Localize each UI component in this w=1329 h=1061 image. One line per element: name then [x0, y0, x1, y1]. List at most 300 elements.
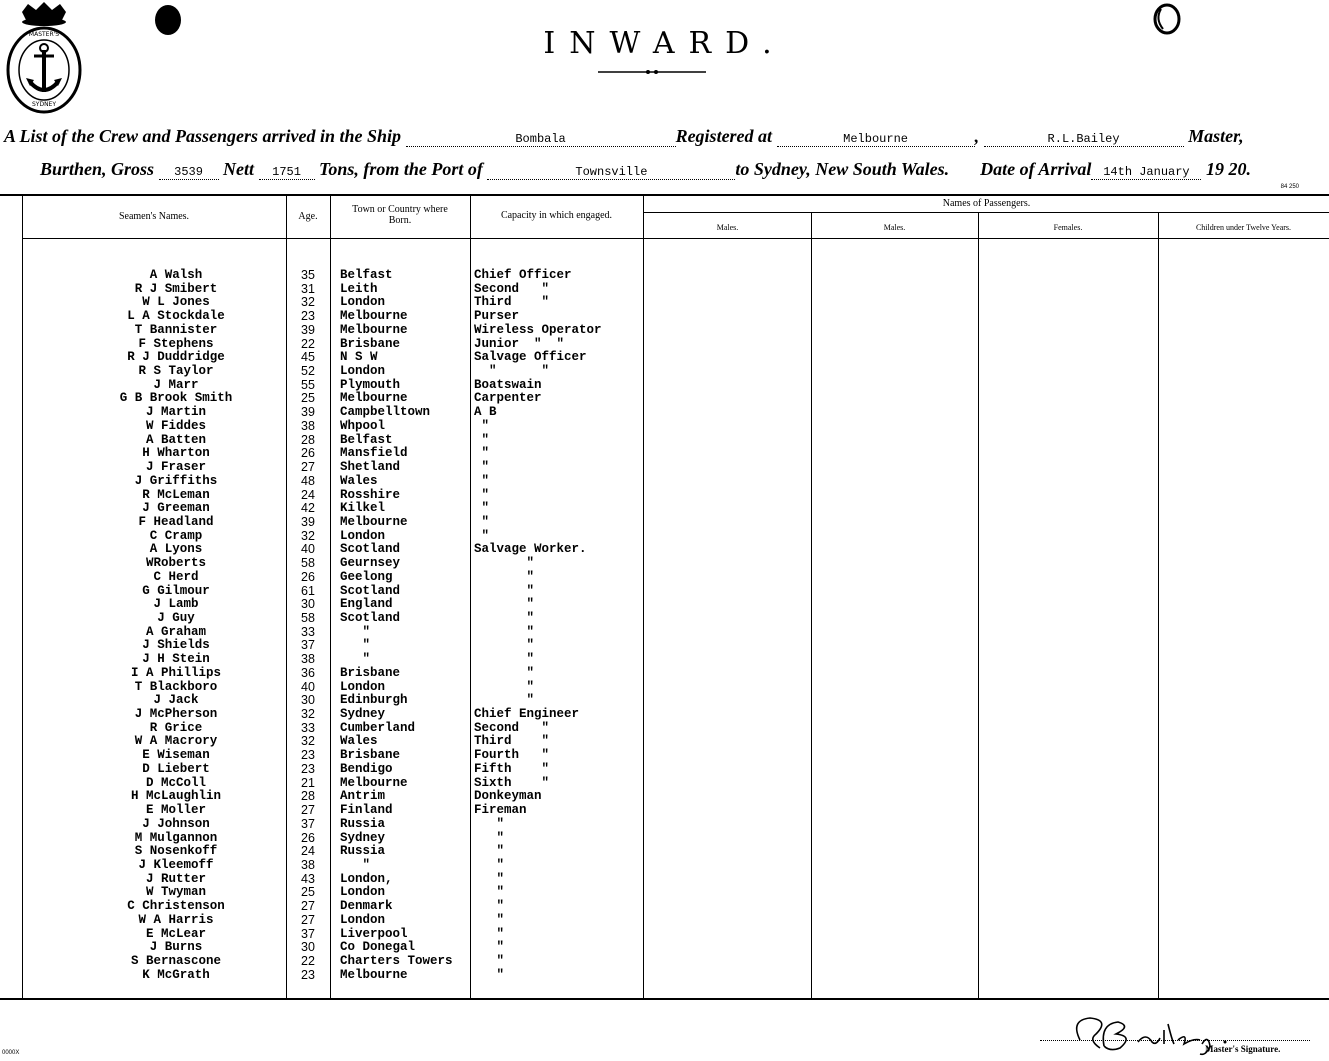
crew-birthplace: London [340, 885, 386, 900]
corner-mark: 0000X [2, 1050, 20, 1056]
registered-port-field: Melbourne [777, 132, 975, 147]
master-label: Master, [1188, 126, 1244, 146]
crew-birthplace: Melbourne [340, 775, 408, 790]
crew-birthplace: Scotland [340, 542, 401, 557]
crew-capacity: " [474, 446, 490, 461]
crew-capacity: Fireman [474, 803, 527, 818]
year-suffix: 20. [1228, 159, 1251, 179]
crew-row [0, 323, 1329, 337]
crew-age: 37 [301, 638, 315, 653]
crew-row [0, 666, 1329, 680]
crew-name: W A Harris [138, 912, 214, 927]
crew-name: T Blackboro [134, 679, 218, 694]
crew-capacity: Junior " " [474, 336, 565, 351]
registered-label: Registered at [675, 126, 773, 146]
header-line-2 [40, 159, 1251, 180]
document-title: INWARD. [543, 26, 786, 61]
crew-age: 21 [301, 775, 315, 790]
crew-row [0, 556, 1329, 570]
table-bottom-rule [0, 998, 1329, 1000]
crew-name: R Grice [149, 720, 203, 735]
crew-birthplace: Rosshire [340, 487, 401, 502]
crew-row [0, 515, 1329, 529]
crew-birthplace: Wales [340, 734, 378, 749]
crew-row [0, 364, 1329, 378]
crew-row [0, 542, 1329, 556]
crew-birthplace: Melbourne [340, 309, 408, 324]
crew-age: 25 [301, 885, 315, 900]
crew-birthplace: Melbourne [340, 322, 408, 337]
crew-age: 27 [301, 460, 315, 475]
crew-age: 48 [301, 473, 315, 488]
crew-birthplace: Sydney [340, 707, 386, 722]
crew-row [0, 817, 1329, 831]
crew-name: J Martin [145, 405, 206, 420]
form-number: 84 250 [1280, 184, 1299, 190]
crew-birthplace: Geurnsey [340, 556, 401, 571]
crew-row [0, 501, 1329, 515]
crew-birthplace: Shetland [340, 460, 401, 475]
crew-birthplace: Belfast [340, 432, 393, 447]
crew-capacity: " " [474, 364, 550, 379]
crew-row [0, 529, 1329, 543]
header-list-label: A List of the Crew and Passengers arrived in the Ship [4, 126, 402, 146]
crew-birthplace: Kilkel [340, 501, 386, 516]
crew-birthplace: Brisbane [340, 336, 401, 351]
crew-capacity: " [474, 597, 535, 612]
header-bottom-rule [22, 238, 1329, 239]
crew-age: 30 [301, 693, 315, 708]
crew-age: 32 [301, 528, 315, 543]
crew-capacity: Sixth " [474, 775, 550, 790]
crew-capacity: " [474, 473, 490, 488]
crew-birthplace: Melbourne [340, 967, 408, 982]
crew-row [0, 968, 1329, 982]
crew-age: 28 [301, 432, 315, 447]
crew-birthplace: N S W [340, 350, 378, 365]
crew-name: J McPherson [134, 707, 218, 722]
crew-row [0, 378, 1329, 392]
crew-row [0, 721, 1329, 735]
crew-row [0, 446, 1329, 460]
crew-age: 38 [301, 857, 315, 872]
crew-row [0, 693, 1329, 707]
gross-tonnage-field: 3539 [159, 165, 219, 180]
crew-row [0, 885, 1329, 899]
crew-birthplace: Belfast [340, 268, 393, 282]
crew-birthplace: London [340, 912, 386, 927]
crew-name: R J Duddridge [127, 350, 225, 365]
arrival-date-field: 14th January [1091, 165, 1201, 180]
col-header-children: Children under Twelve Years. [1195, 223, 1292, 232]
crew-capacity: " [474, 816, 505, 831]
crew-row [0, 707, 1329, 721]
crew-capacity: " [474, 899, 505, 914]
crew-birthplace: London [340, 679, 386, 694]
crew-capacity: " [474, 885, 505, 900]
crew-age: 27 [301, 899, 315, 914]
crew-age: 30 [301, 597, 315, 612]
crew-name: A Graham [145, 624, 206, 639]
crew-birthplace: Cumberland [340, 720, 416, 735]
destination-label: to Sydney, New South Wales. [735, 159, 950, 179]
crew-age: 39 [301, 322, 315, 337]
crew-name: J Greeman [142, 501, 210, 516]
crew-row [0, 611, 1329, 625]
crew-row [0, 638, 1329, 652]
crew-age: 61 [301, 583, 315, 598]
crew-birthplace: Bendigo [340, 761, 393, 776]
crew-row [0, 460, 1329, 474]
crew-row [0, 350, 1329, 364]
crew-row [0, 570, 1329, 584]
crew-age: 39 [301, 514, 315, 529]
col-header-males-2: Males. [883, 223, 906, 232]
crew-capacity: Third " [474, 295, 550, 310]
crew-birthplace: Russia [340, 844, 386, 859]
crew-row [0, 954, 1329, 968]
crew-row [0, 419, 1329, 433]
crew-birthplace: Geelong [340, 569, 393, 584]
crew-row [0, 433, 1329, 447]
crew-birthplace: Charters Towers [340, 954, 453, 968]
crew-birthplace: Edinburgh [340, 693, 408, 708]
comma: , [974, 126, 980, 146]
crew-row [0, 913, 1329, 927]
col-header-age: Age. [298, 211, 318, 222]
crew-age: 37 [301, 926, 315, 941]
crew-row [0, 762, 1329, 776]
crew-birthplace: Whpool [340, 418, 386, 433]
crew-name: F Headland [138, 514, 214, 529]
crew-age: 33 [301, 624, 315, 639]
crew-row [0, 268, 1329, 282]
crew-name: W A Macrory [134, 734, 218, 749]
crew-name: J Fraser [145, 460, 206, 475]
crew-row [0, 872, 1329, 886]
crew-name: A Batten [145, 432, 206, 447]
col-header-passengers: Names of Passengers. [942, 198, 1031, 209]
master-name-field: R.L.Bailey [984, 132, 1184, 147]
crew-row [0, 337, 1329, 351]
crew-name: J Kleemoff [138, 857, 214, 872]
year-prefix: 19 [1205, 159, 1224, 179]
crew-row [0, 652, 1329, 666]
crew-birthplace: Liverpool [340, 926, 408, 941]
crew-name: J Shields [142, 638, 210, 653]
crew-name: J Burns [149, 940, 203, 955]
crew-age: 30 [301, 940, 315, 955]
crew-name: J Marr [153, 377, 199, 392]
crew-row [0, 927, 1329, 941]
crew-row [0, 405, 1329, 419]
crew-birthplace: " [340, 624, 371, 639]
crew-name: S Nosenkoff [134, 844, 218, 859]
crew-capacity: " [474, 638, 535, 653]
crew-row [0, 295, 1329, 309]
crew-age: 27 [301, 803, 315, 818]
crew-name: J Guy [157, 611, 195, 625]
crew-name: L A Stockdale [127, 309, 225, 324]
crew-row [0, 734, 1329, 748]
crew-capacity: Chief Officer [474, 268, 572, 282]
crew-age: 38 [301, 418, 315, 433]
crew-capacity: " [474, 487, 490, 502]
col-header-capacity: Capacity in which engaged. [500, 210, 613, 221]
crew-birthplace: Brisbane [340, 665, 401, 680]
crew-age: 52 [301, 364, 315, 379]
crew-birthplace: Finland [340, 803, 393, 818]
crew-capacity: Boatswain [474, 377, 542, 392]
svg-text:SYDNEY: SYDNEY [31, 101, 57, 108]
crew-name: R McLeman [142, 487, 210, 502]
crew-birthplace: Campbelltown [340, 405, 431, 420]
col-header-name: Seamen's Names. [118, 211, 190, 222]
crew-name: D Liebert [142, 761, 210, 776]
crew-age: 23 [301, 761, 315, 776]
crew-age: 28 [301, 789, 315, 804]
crew-capacity: " [474, 693, 535, 708]
crew-row [0, 625, 1329, 639]
crew-name: F Stephens [138, 336, 214, 351]
crew-capacity: " [474, 528, 490, 543]
crew-capacity: Third " [474, 734, 550, 749]
crew-birthplace: " [340, 638, 371, 653]
crew-age: 32 [301, 734, 315, 749]
crew-birthplace: Mansfield [340, 446, 408, 461]
crew-name: WRoberts [145, 556, 206, 571]
passengers-sub-rule [644, 212, 1329, 213]
crew-age: 25 [301, 391, 315, 406]
crew-name: W L Jones [142, 295, 210, 310]
crew-age: 39 [301, 405, 315, 420]
crew-age: 22 [301, 336, 315, 351]
crew-age: 38 [301, 652, 315, 667]
crew-row [0, 488, 1329, 502]
crew-birthplace: London [340, 295, 386, 310]
signature-line [1040, 1040, 1310, 1042]
crew-capacity: " [474, 501, 490, 516]
crew-name: E McLear [145, 926, 206, 941]
crew-capacity: " [474, 871, 505, 886]
crew-row [0, 584, 1329, 598]
crew-birthplace: London, [340, 871, 393, 886]
crew-age: 36 [301, 665, 315, 680]
crew-age: 24 [301, 844, 315, 859]
crew-capacity: " [474, 844, 505, 859]
crew-row [0, 597, 1329, 611]
crew-name: J Jack [153, 693, 199, 708]
crew-name: K McGrath [142, 967, 210, 982]
crew-name: T Bannister [134, 322, 218, 337]
crew-birthplace: Sydney [340, 830, 386, 845]
crew-age: 40 [301, 542, 315, 557]
title-ornament [598, 69, 706, 75]
crew-age: 58 [301, 556, 315, 571]
crew-capacity: Fourth " [474, 748, 550, 763]
crew-age: 42 [301, 501, 315, 516]
crew-age: 26 [301, 830, 315, 845]
crew-age: 55 [301, 377, 315, 392]
crew-capacity: Salvage Officer [474, 350, 587, 365]
crew-name: R S Taylor [138, 364, 214, 379]
crew-name: J Griffiths [134, 473, 218, 488]
crew-birthplace: Brisbane [340, 748, 401, 763]
crew-capacity: Second " [474, 720, 550, 735]
crew-age: 31 [301, 281, 315, 296]
crew-capacity: " [474, 679, 535, 694]
crew-name: W Twyman [145, 885, 206, 900]
crew-row [0, 831, 1329, 845]
crew-age: 35 [301, 268, 315, 282]
crew-row [0, 940, 1329, 954]
ship-name-field: Bombala [406, 132, 676, 147]
crew-capacity: " [474, 583, 535, 598]
crew-name: E Moller [145, 803, 206, 818]
crew-age: 40 [301, 679, 315, 694]
crew-name: C Cramp [149, 528, 203, 543]
table-top-rule [0, 194, 1329, 196]
svg-text:MASTER'S: MASTER'S [28, 31, 60, 38]
crew-birthplace: London [340, 364, 386, 379]
crew-name: J H Stein [142, 652, 210, 667]
crew-name: A Lyons [149, 542, 203, 557]
crew-name: G B Brook Smith [119, 391, 233, 406]
crew-row [0, 844, 1329, 858]
crew-name: M Mulgannon [134, 830, 218, 845]
crew-capacity: " [474, 967, 505, 982]
header-line-1 [4, 126, 1244, 147]
crew-row [0, 391, 1329, 405]
crew-row [0, 803, 1329, 817]
crew-age: 45 [301, 350, 315, 365]
crew-age: 33 [301, 720, 315, 735]
crew-capacity: Fifth " [474, 761, 550, 776]
crew-capacity: " [474, 418, 490, 433]
crew-capacity: " [474, 857, 505, 872]
crew-age: 32 [301, 707, 315, 722]
crew-name: H McLaughlin [130, 789, 221, 804]
crew-name: J Rutter [145, 871, 206, 886]
crew-capacity: " [474, 652, 535, 667]
crew-row [0, 309, 1329, 323]
crew-name: H Wharton [142, 446, 210, 461]
crew-name: C Herd [153, 569, 199, 584]
crew-capacity: " [474, 556, 535, 571]
crew-age: 32 [301, 295, 315, 310]
crew-age: 23 [301, 967, 315, 982]
crew-row [0, 776, 1329, 790]
crew-birthplace: " [340, 652, 371, 667]
crew-age: 22 [301, 954, 315, 968]
crew-capacity: " [474, 830, 505, 845]
crew-age: 58 [301, 611, 315, 625]
crew-age: 24 [301, 487, 315, 502]
crew-capacity: Donkeyman [474, 789, 542, 804]
crew-age: 43 [301, 871, 315, 886]
crew-capacity: Salvage Worker. [474, 542, 587, 557]
arrival-label: Date of Arrival [980, 159, 1092, 179]
crew-capacity: " [474, 940, 505, 955]
crew-age: 27 [301, 912, 315, 927]
crew-birthplace: Scotland [340, 583, 401, 598]
col-header-females: Females. [1053, 223, 1083, 232]
crew-name: J Johnson [142, 816, 210, 831]
crew-birthplace: Leith [340, 281, 378, 296]
crew-row [0, 789, 1329, 803]
crew-capacity: " [474, 514, 490, 529]
crew-age: 26 [301, 569, 315, 584]
crew-row [0, 899, 1329, 913]
crew-birthplace: Antrim [340, 789, 386, 804]
crew-name: S Bernascone [130, 954, 221, 968]
crew-birthplace: Plymouth [340, 377, 401, 392]
crew-capacity: " [474, 926, 505, 941]
crew-age: 26 [301, 446, 315, 461]
crew-capacity: Chief Engineer [474, 707, 580, 722]
crew-capacity: Carpenter [474, 391, 542, 406]
crew-birthplace: Denmark [340, 899, 393, 914]
crew-birthplace: Scotland [340, 611, 401, 625]
signature-label: Master's Signature. [1205, 1044, 1281, 1054]
crew-capacity: " [474, 954, 505, 968]
crew-capacity: " [474, 611, 535, 625]
crew-birthplace: Russia [340, 816, 386, 831]
crew-name: W Fiddes [145, 418, 206, 433]
crew-birthplace: Wales [340, 473, 378, 488]
burthen-label: Burthen, Gross [40, 159, 155, 179]
crew-capacity: Second " [474, 281, 550, 296]
crew-capacity: Purser [474, 309, 520, 324]
crew-birthplace: England [340, 597, 393, 612]
crew-name: J Lamb [153, 597, 199, 612]
crew-capacity: A B [474, 405, 497, 420]
crew-capacity: " [474, 432, 490, 447]
crew-capacity: " [474, 460, 490, 475]
crew-name: R J Smibert [134, 281, 218, 296]
crew-birthplace: " [340, 857, 371, 872]
crew-birthplace: London [340, 528, 386, 543]
crew-birthplace: Melbourne [340, 514, 408, 529]
port-field: Townsville [487, 165, 735, 180]
crew-name: C Christenson [127, 899, 225, 914]
crew-row [0, 474, 1329, 488]
crew-capacity: " [474, 912, 505, 927]
crew-age: 23 [301, 748, 315, 763]
crew-age: 37 [301, 816, 315, 831]
crew-row [0, 282, 1329, 296]
col-header-town: Town or Country where Born. [352, 204, 448, 226]
col-header-males-1: Males. [716, 223, 739, 232]
nett-label: Nett [223, 159, 255, 179]
crew-capacity: " [474, 569, 535, 584]
crew-row [0, 858, 1329, 872]
crew-name: A Walsh [149, 268, 203, 282]
crew-capacity: " [474, 665, 535, 680]
port-label: Tons, from the Port of [319, 159, 483, 179]
crew-row [0, 680, 1329, 694]
crew-capacity: Wireless Operator [474, 322, 602, 337]
crew-capacity: " [474, 624, 535, 639]
crew-birthplace: Co Donegal [340, 940, 416, 955]
crew-name: E Wiseman [142, 748, 210, 763]
crew-birthplace: Melbourne [340, 391, 408, 406]
crew-name: D McColl [145, 775, 206, 790]
crew-name: G Gilmour [142, 583, 210, 598]
crew-name: I A Phillips [130, 665, 221, 680]
crew-age: 23 [301, 309, 315, 324]
crew-row [0, 748, 1329, 762]
